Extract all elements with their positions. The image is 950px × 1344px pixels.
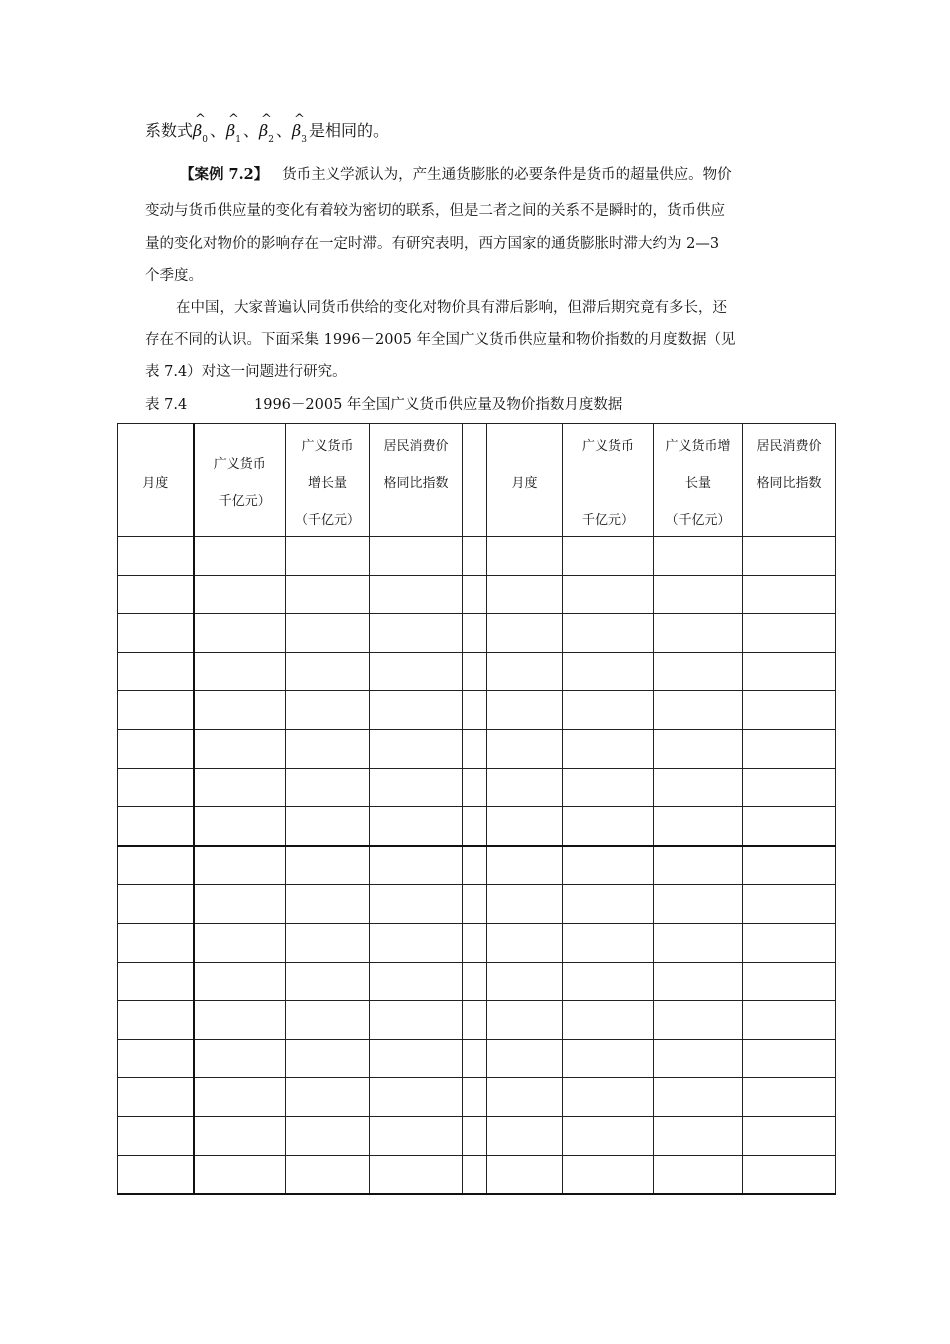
table-cell [563,807,654,846]
table-cell [743,807,836,846]
beta-hat-0: ^ β [193,112,206,140]
beta-hat-2: ^ β [259,112,272,140]
table-cell [463,885,487,924]
table-cell [463,575,487,614]
table-row [118,575,836,614]
table-cell [118,1039,194,1078]
table-cell [487,1116,563,1155]
table-cell [463,1001,487,1040]
table-header-row [118,424,836,537]
table-row [118,729,836,768]
formula-prefix: 系数式 [145,121,194,140]
table-cell [563,729,654,768]
beta-sub-1: 1 [235,135,241,145]
table-cell [286,1116,370,1155]
table-cell [743,691,836,730]
table-cell [370,1078,463,1117]
case-text-line-1: 变动与货币供应量的变化有着较为密切的联系，但是二者之间的关系不是瞬时的，货币供应 [145,203,725,219]
table-cell [286,691,370,730]
table-cell [286,1039,370,1078]
header-month-right: 月度 [487,424,563,537]
case-first-line [180,163,732,184]
table-cell [487,846,563,885]
table-cell [487,923,563,962]
table-cell [487,768,563,807]
table-number: 表 7.4 [145,397,188,413]
table-row [118,807,836,846]
paragraph2-line-0: 在中国，大家普遍认同货币供给的变化对物价具有滞后影响，但滞后期究竟有多长，还 [176,300,727,316]
table-cell [463,962,487,1001]
paragraph2-line-2: 表 7.4）对这一问题进行研究。 [145,364,347,380]
table-cell [487,885,563,924]
table-cell [743,614,836,653]
table-cell [743,1039,836,1078]
table-cell [487,575,563,614]
table-row [118,1155,836,1194]
table-cell [654,537,743,576]
table-cell [487,1155,563,1194]
table-cell [654,923,743,962]
table-cell [563,1039,654,1078]
table-cell [194,729,286,768]
table-cell [654,729,743,768]
table-cell [654,1155,743,1194]
table-cell [118,1116,194,1155]
table-cell [563,1116,654,1155]
formula-suffix: 是相同的。 [309,121,390,140]
table-cell [370,1155,463,1194]
table-cell [194,923,286,962]
separator: 、 [210,121,227,140]
table-cell [654,885,743,924]
table-cell [118,923,194,962]
table-cell [286,729,370,768]
table-cell [118,885,194,924]
table-cell [654,1116,743,1155]
table-cell [194,846,286,885]
header-month-left: 月度 [118,424,194,537]
table-cell [463,923,487,962]
table-cell [286,807,370,846]
table-cell [370,575,463,614]
table-cell [370,1116,463,1155]
table-cell [743,652,836,691]
table-cell [563,1155,654,1194]
table-cell [743,923,836,962]
table-cell [118,768,194,807]
table-cell [286,575,370,614]
table-cell [194,768,286,807]
table-row [118,537,836,576]
table-cell [194,1001,286,1040]
table-cell [286,1155,370,1194]
table-cell [194,1039,286,1078]
header-cpi-right: 居民消费价 格同比指数 [743,424,836,537]
table-cell [487,1078,563,1117]
table-cell [286,846,370,885]
table-cell [370,846,463,885]
table-cell [286,962,370,1001]
table-cell [654,575,743,614]
case-text-line-3: 个季度。 [145,268,203,284]
table-cell [370,807,463,846]
table-cell [487,1001,563,1040]
table-cell [487,729,563,768]
beta-sub-3: 3 [301,135,307,145]
table-cell [487,691,563,730]
table-cell [743,1001,836,1040]
table-cell [370,768,463,807]
table-cell [487,652,563,691]
table-cell [463,691,487,730]
table-cell [654,962,743,1001]
header-m2-left: 广义货币 千亿元） [194,424,286,537]
table-cell [654,1039,743,1078]
case-label: 【案例 7.2】 [180,166,269,183]
table-cell [654,846,743,885]
table-cell [487,807,563,846]
table-cell [286,885,370,924]
table-cell [118,1001,194,1040]
table-cell [370,652,463,691]
table-cell [194,537,286,576]
table-cell [118,691,194,730]
table-cell [654,614,743,653]
table-cell [286,923,370,962]
table-cell [286,652,370,691]
table-cell [463,807,487,846]
table-cell [194,885,286,924]
table-cell [118,537,194,576]
table-cell [463,729,487,768]
header-growth-right: 广义货币增 长量 （千亿元） [654,424,743,537]
table-cell [370,1039,463,1078]
table-cell [194,1116,286,1155]
table-cell [463,768,487,807]
table-body [118,537,836,1195]
table-cell [286,1001,370,1040]
table-row [118,923,836,962]
table-row [118,846,836,885]
table-cell [563,575,654,614]
table-cell [563,1001,654,1040]
table-row [118,1116,836,1155]
table-cell [563,962,654,1001]
table-cell [286,614,370,653]
table-cell [743,846,836,885]
beta-sub-0: 0 [202,135,208,145]
case-text-line-2: 量的变化对物价的影响存在一定时滞。有研究表明，西方国家的通货膨胀时滞大约为 2—3 [145,236,720,252]
table-cell [463,652,487,691]
table-cell [370,962,463,1001]
table-cell [370,885,463,924]
table-cell [743,537,836,576]
table-cell [194,575,286,614]
table-cell [563,614,654,653]
table-cell [654,807,743,846]
table-cell [463,1039,487,1078]
separator: 、 [243,121,260,140]
table-title: 1996－2005 年全国广义货币供应量及物价指数月度数据 [254,397,623,413]
table-cell [370,614,463,653]
table-cell [118,575,194,614]
table-cell [654,691,743,730]
table-cell [463,1078,487,1117]
table-cell [463,1116,487,1155]
table-cell [118,962,194,1001]
header-cpi-left: 居民消费价 格同比指数 [370,424,463,537]
table-row [118,962,836,1001]
table-cell [654,1078,743,1117]
beta-sub-2: 2 [268,135,274,145]
paragraph2-line-1: 存在不同的认识。下面采集 1996－2005 年全国广义货币供应量和物价指数的月度数据（见 [145,332,736,348]
table-row [118,768,836,807]
table-cell [194,807,286,846]
table-row [118,652,836,691]
case-text-line-0: 货币主义学派认为，产生通货膨胀的必要条件是货币的超量供应。物价 [282,167,732,183]
table-cell [370,537,463,576]
table-cell [118,729,194,768]
table-cell [370,923,463,962]
table-cell [563,537,654,576]
data-table [117,423,836,1195]
table-cell [563,768,654,807]
beta-hat-3: ^ β [292,112,305,140]
table-cell [194,962,286,1001]
separator: 、 [276,121,293,140]
table-cell [463,846,487,885]
table-cell [194,614,286,653]
table-cell [370,1001,463,1040]
table-cell [194,652,286,691]
table-cell [563,923,654,962]
table-cell [118,807,194,846]
table-cell [654,652,743,691]
table-cell [743,768,836,807]
table-cell [370,729,463,768]
table-cell [194,691,286,730]
table-cell [286,768,370,807]
table-cell [743,729,836,768]
table-cell [463,1155,487,1194]
table-cell [487,962,563,1001]
table-cell [743,1155,836,1194]
table-cell [194,1078,286,1117]
table-cell [487,614,563,653]
formula-line [145,112,390,145]
table-cell [286,1078,370,1117]
table-cell [286,537,370,576]
table-cell [118,614,194,653]
table-cell [487,1039,563,1078]
table-cell [563,1078,654,1117]
table-row [118,885,836,924]
table-cell [563,846,654,885]
table-cell [654,1001,743,1040]
table-cell [743,1116,836,1155]
header-spacer [463,424,487,537]
beta-hat-1: ^ β [226,112,239,140]
table-row [118,1078,836,1117]
table-row [118,614,836,653]
table-cell [563,691,654,730]
table-cell [118,1078,194,1117]
table-cell [118,846,194,885]
table-cell [654,768,743,807]
table-cell [743,885,836,924]
table-row [118,691,836,730]
table-cell [563,652,654,691]
table-cell [743,1078,836,1117]
table-row [118,1039,836,1078]
header-growth-left: 广义货币 增长量 （千亿元） [286,424,370,537]
table-cell [563,885,654,924]
table-cell [487,537,563,576]
table-cell [743,575,836,614]
table-cell [118,1155,194,1194]
table-cell [463,614,487,653]
table-cell [463,537,487,576]
table-cell [743,962,836,1001]
table-cell [118,652,194,691]
table-cell [370,691,463,730]
header-m2-right: 广义货币 千亿元） [563,424,654,537]
table-cell [194,1155,286,1194]
table-row [118,1001,836,1040]
